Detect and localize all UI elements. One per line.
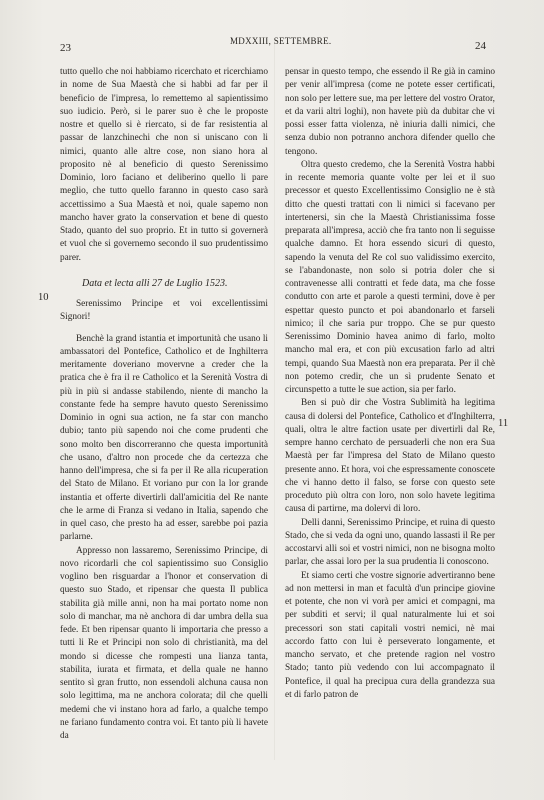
- running-title: MDXXIII, SETTEMBRE.: [230, 36, 332, 46]
- salutation: Serenissimo Principe et voi excellentissimi Signori!: [60, 299, 268, 323]
- margin-number-left: 10: [38, 292, 49, 303]
- page-header: [60, 36, 486, 52]
- paragraph: Appresso non lassaremo, Serenissimo Principe, di novo ricordarli che col sapientissimo suo Consiglio voglino ben risguardar a l'honor et conservation di questo suo Stado, et ripensar che questa Il publica stabilita già mille anni, non ha mai portato nome non solo di manchar, ma nè anchora di dar umbra della sua fede. Et ben ripensar quanto li importaria che presso a tutti li Re et Principi non solo di christianità, ma del mondo si dicesse che rompesti una lianza tanta, stabilita, iurata et firmata, et della quale ne hanno sentito sì gran frutto, non essendoli alchuna causa non solo legittima, ma ne anchora colorata; dil che quelli medemi che vi instano hora ad farlo, a qualche tempo ne fariano fundamento contra voi. Et tanto più li havete da: [60, 545, 268, 741]
- paragraph: pensar in questo tempo, che essendo il Re già in camino per venir all'impresa (come ne potete esser certificati, non solo per lettere sue, ma per lettere del vostro Orator, et da varii altri loghi), non havete più da dubitar che vi possi esser fatta violenza, nè iniuria dalli nimici, che senza dubio non potranno anchora difender quello che tengono.: [285, 67, 495, 157]
- paragraph: Benchè la grand istantia et importunità che usano li ambassatori del Pontefice, Catholico et de Inghilterra meritamente doveriano movervne a creder che la pratica che è fra il re Catholico et la Serenità Vostra di più in più si andasse stabilendo, niente di mancho la constante fede ha sempre havuto questo Serenissimo Dominio in ogni sua action, ne fa star con mancho dubio; tanto più sapendo noi che come prudenti che sono molto ben discorreranno che questa importunità che usano, d'altro non procede che da certezza che hanno dell'impresa, che si fa per il Re alla ricuperation del Stato de Milano. Et voriano pur con la lor grande instantia et offerte divertirli dall'amicitia del Re nante che le arme di Franza si vedano in Italia, sapendo che in quel caso, che presto ha ad esser, sarebbe poi pazia parlarne.: [60, 333, 268, 543]
- dateline: Data et lecta alli 27 de Luglio 1523.: [82, 277, 228, 289]
- margin-number-right: 11: [498, 418, 509, 429]
- left-column: [60, 66, 268, 743]
- page-gutter: [274, 40, 275, 760]
- paragraph: tutto quello che noi habbiamo ricerchato et ricerchiamo in nome de Sua Maestà che si habbi ad far per il beneficio de l'impresa, lo remettemo al sapientissimo suo iudicio. Però, si le parer suo è che le proposte nostre et quello si è riercato, si de far resistentia al passar de lanzchinechi che non si uniscano con li nimici, quanto alle altre cose, non siano hora al proposito nè al beneficio di questo Serenissimo Dominio, loro faciano et deliberino quello li pare meglio, che tutto quello faranno in questo caso sarà accettissimo a Sua Maestà et noi, quale sapemo non mancho haver grato la conservation et bene di questo Stado, quanto del suo proprio. Et in tutto si governerà et vuol che si governemo secondo il suo prudentissimo parer.: [60, 67, 268, 263]
- paragraph: Et siamo certi che vostre signorie advertiranno bene ad non mettersi in man et facultà d'un principe giovine et potente, che non vi vorà per amici et compagni, ma per subditi et servi; il qual naturalmente lui et soi precessori son stati capitali vostri nemici, nè mai accordo fatto con lui è perseverato longamente, et mancho servato, et che pretende ragion nel vostro Stado; tanto più vedendo con lui accompagnato il Pontefice, il qual ha precipua cura della grandezza sua et di farlo patron de: [285, 570, 495, 700]
- right-column: [285, 66, 495, 702]
- paragraph: Oltra questo credemo, che la Serenità Vostra habbi in recente memoria quante volte per lei et il suo precessor et questo Excellentissimo Consiglio ne è stà ditto che questi trattati con li nimici si facevano per intertenersi, sin che la Maestà Christianissima fosse preparata all'impresa, acciò che fra tanto non li seguisse qualche damno. Et hora essendo sicuri di questo, sapendo la venuta del Re col suo validissimo exercito, se l'abandonaste, non solo si potria doler che si contravenesse alli contratti et fede data, ma che fosse condutto con arte et parole a questi termini, dove è per espettar questo puncto et poi abandonarlo et farseli nimico; il che saria pur troppo. Che se pur questo Serenissimo Dominio havea animo di farlo, molto mancho mal era, et con più excusation farlo ad altri tempi, quando Sua Maestà non era preparata. Per il chè non potemo credir, che un sì prudente Senato et circunspetto a tutte le sue action, sia per farlo.: [285, 159, 495, 395]
- page-number-right: 24: [475, 40, 486, 52]
- paragraph: Delli danni, Serenissimo Principe, et ruina di questo Stado, che si veda da ogni uno, quando lassasti il Re per accostarvi alli soi et vostri nimici, non ne bisogna molto parlar, che assai loro per la sua prudentia li conoscono.: [285, 517, 495, 568]
- page-number-left: 23: [60, 42, 71, 54]
- paragraph: Ben si può dir che Vostra Sublimità ha legitima causa di dolersi del Pontefice, Catholico et d'Inghilterra, quali, oltra le altre faction usate per divertirli dal Re, sempre hanno cerchato de persuaderli che non era Sua Maestà per far l'impresa del Stato de Milano questo presente anno. Et hora, voi che espressamente conoscete che vi hanno detto il falso, se forse con questo sete proceduto più oltra con loro, non solo havete legitima causa di partirne, ma dolervi di loro.: [285, 398, 495, 515]
